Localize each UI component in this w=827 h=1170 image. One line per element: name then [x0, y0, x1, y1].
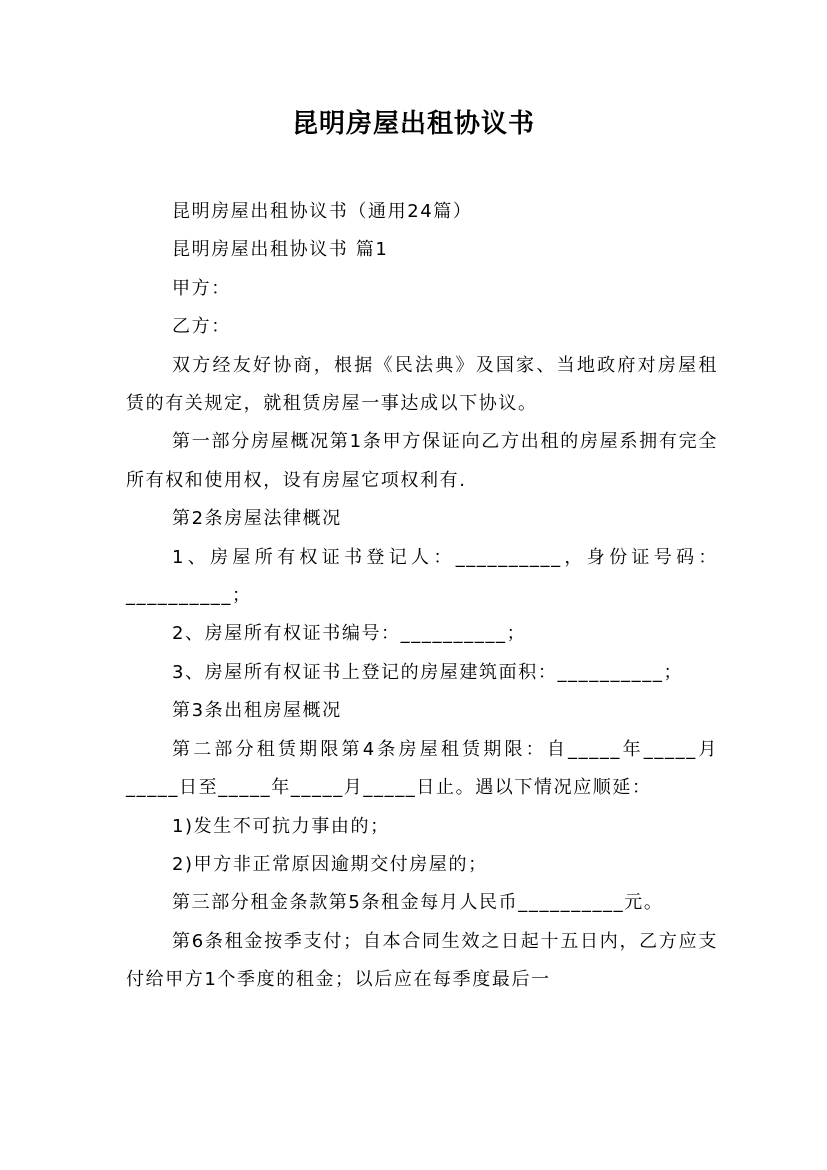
paragraph-article-5: 第三部分租金条款第5条租金每月人民币__________元。 [172, 892, 664, 914]
paragraph-condition-1: 1)发生不可抗力事由的； [172, 815, 390, 837]
paragraph-item-1: 1、房屋所有权证书登记人：__________，身份证号码：__________； [126, 546, 718, 607]
document-title: 昆明房屋出租协议书 [291, 109, 535, 139]
paragraph-party-a: 甲方： [172, 277, 231, 299]
paragraph-preamble: 双方经友好协商，根据《民法典》及国家、当地政府对房屋租赁的有关规定，就租赁房屋一事达成以下协议。 [126, 354, 718, 415]
paragraph-condition-2: 2)甲方非正常原因逾期交付房屋的； [172, 853, 488, 875]
paragraph-item-3: 3、房屋所有权证书上登记的房屋建筑面积：__________； [172, 661, 684, 683]
paragraph-article-4: 第二部分租赁期限第4条房屋租赁期限：自_____年_____月_____日至_____年_____月_____日止。遇以下情况应顺延： [126, 738, 718, 799]
paragraph-article-1: 第一部分房屋概况第1条甲方保证向乙方出租的房屋系拥有完全所有权和使用权，设有房屋它项权利有. [126, 431, 718, 491]
paragraph-section-title: 昆明房屋出租协议书 篇1 [172, 239, 389, 261]
document-body [126, 193, 718, 1000]
paragraph-party-b: 乙方： [172, 316, 231, 338]
paragraph-article-2: 第2条房屋法律概况 [172, 508, 342, 530]
paragraph-heading: 昆明房屋出租协议书（通用24篇） [172, 201, 473, 222]
paragraph-article-6: 第6条租金按季支付；自本合同生效之日起十五日内，乙方应支付给甲方1个季度的租金；以后应在每季度最后一 [126, 930, 718, 991]
paragraph-item-2: 2、房屋所有权证书编号：__________； [172, 623, 527, 645]
paragraph-article-3: 第3条出租房屋概况 [172, 700, 342, 722]
